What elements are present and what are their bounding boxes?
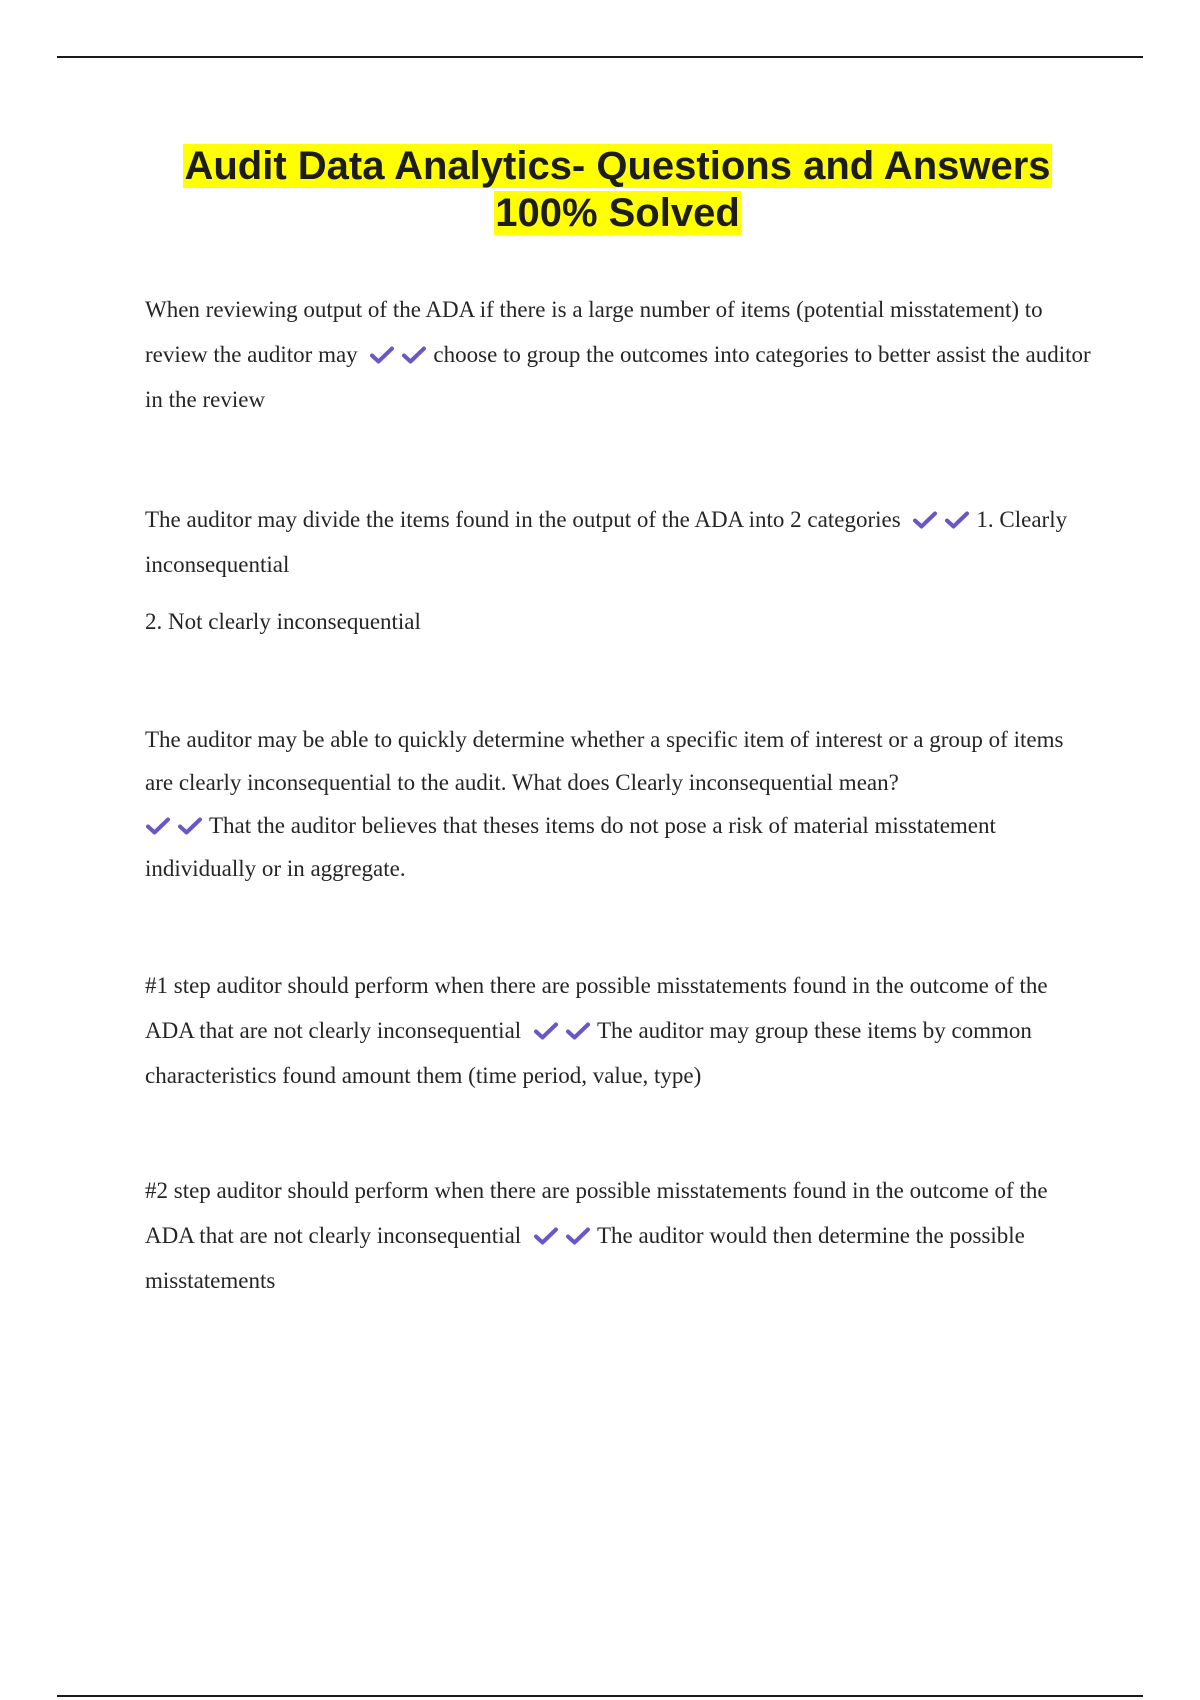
check-icon	[944, 510, 970, 530]
check-icon	[145, 816, 171, 836]
qa-paragraph	[145, 963, 1095, 1098]
check-icon	[912, 510, 938, 530]
answer-text: choose to group the outcomes into categories to better assist the auditor in the review	[145, 342, 1091, 412]
question-text: The auditor may divide the items found in the output of the ADA into 2 categories	[145, 507, 901, 532]
qa-paragraph	[145, 1168, 1095, 1303]
qa-paragraph	[145, 718, 1095, 890]
answer-text: 1. Clearly inconsequential	[145, 507, 1068, 577]
qa-item-2	[145, 497, 1095, 644]
bottom-rule	[57, 1695, 1143, 1697]
question-text: The auditor may be able to quickly determine whether a specific item of interest or a group of items are clearly inconsequential to the audit. What does Clearly inconsequential mean?	[145, 727, 1064, 795]
document-title	[0, 143, 1200, 237]
check-icon	[401, 345, 427, 365]
check-icon	[565, 1021, 591, 1041]
answer-text: That the auditor believes that theses items do not pose a risk of material misstatement individually or in aggregate.	[145, 813, 996, 881]
question-text: When reviewing output of the ADA if there is a large number of items (potential misstatement) to review the auditor may	[145, 297, 1043, 367]
check-icon	[369, 345, 395, 365]
answer-text: The auditor may group these items by common characteristics found amount them (time period, value, type)	[145, 1018, 1032, 1088]
title-line-1: Audit Data Analytics- Questions and Answers	[184, 144, 1051, 188]
check-icon	[533, 1226, 559, 1246]
question-text: #1 step auditor should perform when there are possible misstatements found in the outcome of the ADA that are not clearly inconsequential	[145, 973, 1048, 1043]
top-rule	[57, 56, 1143, 58]
check-icon	[565, 1226, 591, 1246]
answer-extra: 2. Not clearly inconsequential	[145, 609, 421, 634]
qa-item-1	[145, 287, 1095, 422]
title-line-2: 100% Solved	[495, 191, 740, 235]
answer-text: The auditor would then determine the possible misstatements	[145, 1223, 1025, 1293]
check-icon	[533, 1021, 559, 1041]
qa-item-3	[145, 718, 1095, 890]
qa-item-4	[145, 963, 1095, 1098]
qa-item-5	[145, 1168, 1095, 1303]
qa-paragraph	[145, 497, 1095, 587]
qa-paragraph	[145, 287, 1095, 422]
check-icon	[177, 816, 203, 836]
question-text: #2 step auditor should perform when there are possible misstatements found in the outcome of the ADA that are not clearly inconsequential	[145, 1178, 1048, 1248]
